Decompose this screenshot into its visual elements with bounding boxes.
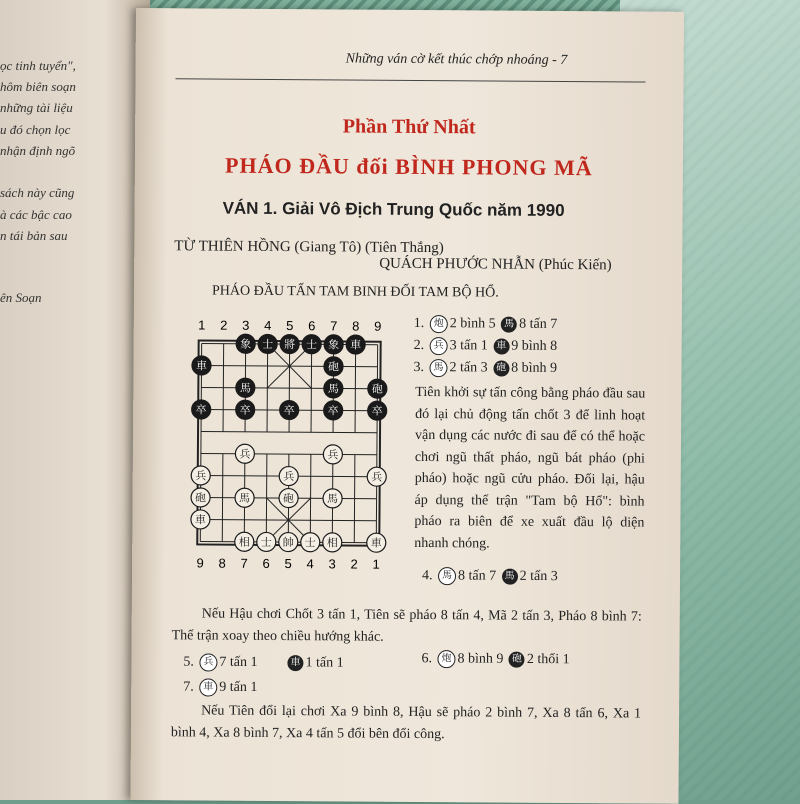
file-line <box>355 345 356 433</box>
file-number-top: 2 <box>220 317 228 333</box>
red-move: 8 bình 9 <box>457 651 504 667</box>
black-piece-icon: 馬 <box>501 316 517 332</box>
part-subtitle: PHÁO ĐẦU đối BÌNH PHONG MÃ <box>225 152 593 181</box>
black-piece-icon: 車 <box>493 338 509 354</box>
left-page <box>0 0 150 800</box>
move-2 <box>414 335 558 358</box>
red-piece-label: 馬 <box>327 492 339 506</box>
black-piece-label: 卒 <box>371 404 383 418</box>
move-number: 1. <box>413 315 425 332</box>
black-piece-icon: 砲 <box>509 652 525 668</box>
move-list <box>413 313 557 380</box>
black-move: 8 tấn 7 <box>519 316 558 332</box>
red-piece-label: 馬 <box>239 491 251 505</box>
black-piece-label: 將 <box>284 338 296 352</box>
red-piece-icon: 馬 <box>429 359 447 377</box>
file-number-bottom: 6 <box>262 555 270 571</box>
red-piece-icon: 炮 <box>437 650 455 668</box>
board-svg <box>187 313 399 579</box>
red-piece-icon: 炮 <box>430 315 448 333</box>
black-piece-label: 卒 <box>283 404 295 418</box>
move-number: 4. <box>421 568 433 584</box>
file-number-bottom: 7 <box>240 555 248 571</box>
black-move: 8 bình 9 <box>511 360 558 376</box>
file-number-bottom: 2 <box>350 556 358 572</box>
red-move: 7 tấn 1 <box>219 654 258 671</box>
red-piece-label: 相 <box>326 536 338 550</box>
black-piece-label: 象 <box>328 338 340 352</box>
black-piece-icon: 馬 <box>502 569 518 585</box>
black-move: 9 bình 8 <box>511 338 558 354</box>
black-piece-label: 砲 <box>327 360 340 374</box>
black-piece-label: 馬 <box>327 382 339 396</box>
move-number: 5. <box>183 654 194 670</box>
move-1 <box>414 313 558 336</box>
move-5 <box>183 653 343 672</box>
file-number-top: 6 <box>308 318 316 334</box>
file-line <box>223 344 224 432</box>
file-number-bottom: 8 <box>218 555 226 571</box>
red-piece-label: 兵 <box>195 469 207 483</box>
commentary-1: Tiên khởi sự tấn công bằng pháo đầu sau đó lại chủ động tấn chốt 3 để linh hoạt vận dụng các nước đi sau để có thể hoặc chơi ngũ thất pháo, ngũ bát pháo (phi pháo) hoặc ngũ cửu pháo. Đối lại, hậu áp dụng thế trận "Tam bộ Hổ": bình pháo ra biên để xe xuất đầu lộ diện nhanh chóng. <box>414 384 646 551</box>
red-piece-label: 兵 <box>283 470 295 484</box>
left-line: ên Soạn <box>0 290 42 305</box>
file-number-bottom: 4 <box>306 556 314 572</box>
move-number: 3. <box>413 359 425 376</box>
header-rule <box>176 78 646 82</box>
commentary-3: Nếu Tiên đổi lại chơi Xa 9 bình 8, Hậu sẽ pháo 2 bình 7, Xa 8 tấn 6, Xa 1 bình 4, Xa 8 bình 7, Xa 4 tấn 5 đổi bên đổi công. <box>170 703 642 742</box>
left-line: u đó chọn lọc <box>0 122 71 137</box>
red-piece-label: 士 <box>260 535 272 549</box>
red-piece-icon: 兵 <box>199 653 217 671</box>
left-line: à các bậc cao <box>0 207 72 222</box>
move-number: 2. <box>413 337 425 354</box>
red-move: 2 bình 5 <box>449 316 496 332</box>
file-number-top: 3 <box>242 317 250 333</box>
red-piece-icon: 車 <box>199 678 217 696</box>
black-piece-label: 象 <box>240 337 252 351</box>
red-piece-label: 相 <box>238 535 250 549</box>
black-piece-label: 卒 <box>195 403 207 417</box>
black-move: 2 tấn 3 <box>519 568 558 585</box>
file-number-top: 7 <box>330 318 338 334</box>
move-3 <box>413 357 557 380</box>
red-piece-label: 車 <box>370 536 382 550</box>
red-piece-label: 士 <box>304 536 316 550</box>
red-move: 2 tấn 3 <box>449 360 488 376</box>
board-border <box>194 340 383 545</box>
commentary-2: Nếu Hậu chơi Chốt 3 tấn 1, Tiên sẽ pháo 8 tấn 4, Mã 2 tấn 3, Pháo 8 bình 7: Thế trận xoay theo chiều hướng khác. <box>171 606 642 645</box>
black-piece-label: 車 <box>195 359 208 373</box>
black-piece-label: 卒 <box>327 404 339 418</box>
file-number-bottom: 9 <box>196 555 204 571</box>
red-piece-icon: 兵 <box>430 337 448 355</box>
file-number-top: 5 <box>286 318 294 334</box>
file-number-bottom: 5 <box>284 556 292 572</box>
black-piece-label: 士 <box>262 337 274 351</box>
file-number-bottom: 1 <box>372 556 380 572</box>
file-line <box>222 454 223 542</box>
game-title: VÁN 1. Giải Vô Địch Trung Quốc năm 1990 <box>222 198 565 220</box>
player-red: TỪ THIÊN HỒNG (Giang Tô) (Tiên Thắng) <box>174 238 444 257</box>
move-7 <box>183 678 257 697</box>
player-black: QUÁCH PHƯỚC NHẪN (Phúc Kiến) <box>379 255 612 274</box>
running-header: Những ván cờ kết thúc chớp nhoáng - 7 <box>345 51 568 69</box>
move-4 <box>422 567 558 586</box>
black-move: 1 tấn 1 <box>305 655 344 671</box>
black-piece-label: 砲 <box>371 382 383 396</box>
red-move: 9 tấn 1 <box>219 679 258 696</box>
red-piece-label: 砲 <box>195 491 207 505</box>
file-number-bottom: 3 <box>328 556 336 572</box>
black-move: 2 thối 1 <box>526 651 570 668</box>
black-piece-label: 車 <box>350 338 362 352</box>
black-piece-label: 士 <box>306 338 318 352</box>
red-piece-label: 車 <box>194 513 206 527</box>
left-line: nhận định ngõ <box>0 143 76 158</box>
left-line: n tái bản sau <box>0 228 68 243</box>
file-number-top: 4 <box>264 317 272 333</box>
black-piece-label: 馬 <box>239 381 251 395</box>
file-number-top: 8 <box>352 318 360 334</box>
move-number: 7. <box>183 679 194 695</box>
part-title: Phần Thứ Nhất <box>342 115 476 139</box>
left-line: những tài liệu <box>0 100 73 115</box>
black-piece-icon: 砲 <box>493 360 509 376</box>
red-piece-label: 帥 <box>282 536 294 550</box>
left-line: ọc tinh tuyển", <box>0 58 76 73</box>
opening-name: PHÁO ĐẦU TẤN TAM BINH ĐỐI TAM BỘ HỔ. <box>211 283 499 301</box>
red-piece-label: 兵 <box>239 447 251 461</box>
black-piece-icon: 車 <box>287 655 303 671</box>
left-line: sách này cũng <box>0 185 75 200</box>
file-number-top: 1 <box>198 317 206 333</box>
file-line <box>354 455 355 543</box>
book-page <box>130 8 684 804</box>
red-move: 3 tấn 1 <box>449 338 488 354</box>
move-number: 6. <box>421 651 433 667</box>
red-piece-label: 兵 <box>327 448 339 462</box>
move-6 <box>421 650 569 669</box>
xiangqi-board <box>187 313 399 579</box>
left-line: hôm biên soạn <box>0 79 76 94</box>
file-number-top: 9 <box>374 318 382 334</box>
black-piece-label: 卒 <box>239 403 251 417</box>
red-piece-label: 砲 <box>283 492 295 506</box>
red-piece-label: 兵 <box>371 470 383 484</box>
file-line <box>376 345 377 543</box>
red-move: 8 tấn 7 <box>457 568 497 584</box>
red-piece-icon: 馬 <box>438 567 456 585</box>
